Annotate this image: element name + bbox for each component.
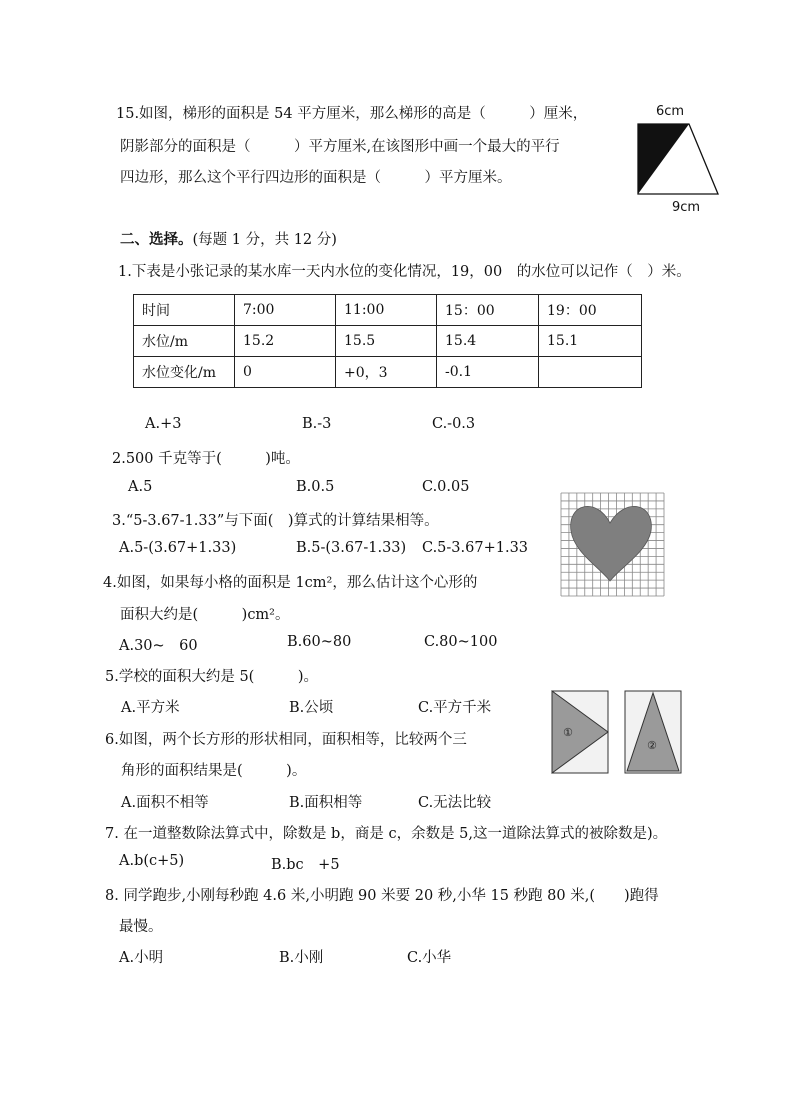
- q4-option-a: A.30~ 60: [119, 638, 198, 654]
- table-cell: -0.1: [437, 357, 539, 388]
- trapezoid-shaded-triangle: [638, 124, 689, 194]
- q3-option-c: C.5-3.67+1.33: [422, 540, 529, 556]
- table-cell: 15.2: [235, 326, 336, 357]
- table-cell: 15.1: [539, 326, 642, 357]
- q4-option-c: C.80~100: [424, 634, 498, 650]
- q1-text: 1.下表是小张记录的某水库一天内水位的变化情况，19，00 的水位可以记作（ ）米。: [118, 264, 691, 280]
- table-cell: [539, 357, 642, 388]
- table-cell: 水位变化/m: [134, 357, 235, 388]
- table-row: [134, 357, 642, 388]
- section-title: [120, 228, 337, 249]
- section-score-note: (每题 1 分，共 12 分): [192, 232, 337, 248]
- q6-option-c: C.无法比较: [418, 795, 492, 811]
- triangle-1-label: ①: [563, 726, 573, 739]
- q4-line-2: 面积大约是( )cm²。: [120, 607, 290, 623]
- triangle-2-label: ②: [647, 739, 657, 752]
- trapezoid-top-label: 6cm: [656, 104, 685, 119]
- trapezoid-figure: [632, 122, 722, 196]
- q5-option-b: B.公顷: [289, 700, 334, 716]
- q5-text: 5.学校的面积大约是 5( )。: [105, 669, 318, 685]
- q8-option-b: B.小刚: [279, 950, 324, 966]
- section-title-text: 二、选择。: [120, 231, 193, 248]
- q8-option-a: A.小明: [119, 950, 164, 966]
- q8-option-c: C.小华: [407, 950, 452, 966]
- table-cell: 19：00: [539, 295, 642, 326]
- table-cell: 7:00: [235, 295, 336, 326]
- table-cell: 11:00: [336, 295, 437, 326]
- table-cell: 水位/m: [134, 326, 235, 357]
- q5-option-c: C.平方千米: [418, 700, 492, 716]
- heart-shape: [571, 506, 652, 581]
- q2-option-b: B.0.5: [296, 479, 335, 495]
- q7-text: 7. 在一道整数除法算式中，除数是 b，商是 c，余数是 5,这一道除法算式的被除数是)。: [105, 826, 668, 842]
- q2-option-c: C.0.05: [422, 479, 470, 495]
- q4-option-b: B.60~80: [287, 634, 352, 650]
- q3-option-b: B.5-(3.67-1.33): [296, 540, 407, 556]
- q15-line-2: 阴影部分的面积是（ ）平方厘米,在该图形中画一个最大的平行: [120, 139, 560, 155]
- two-rectangles-figure: [550, 689, 684, 775]
- q15-line-1: 15.如图，梯形的面积是 54 平方厘米，那么梯形的高是（ ）厘米，: [116, 106, 588, 122]
- table-cell: +0，3: [336, 357, 437, 388]
- table-cell: 时间: [134, 295, 235, 326]
- q3-text: 3.“5-3.67-1.33”与下面( )算式的计算结果相等。: [112, 513, 439, 529]
- q2-text: 2.500 千克等于( )吨。: [112, 451, 300, 467]
- q2-option-a: A.5: [128, 479, 153, 495]
- q1-option-a: A.+3: [145, 416, 182, 432]
- water-level-table: [133, 294, 642, 388]
- q6-option-a: A.面积不相等: [121, 795, 209, 811]
- q6-line-2: 角形的面积结果是( )。: [121, 763, 307, 779]
- q6-line-1: 6.如图，两个长方形的形状相同，面积相等，比较两个三: [105, 732, 467, 748]
- table-cell: 15.4: [437, 326, 539, 357]
- table-row: [134, 295, 642, 326]
- q7-option-b: B.bc +5: [271, 857, 340, 873]
- table-cell: 15.5: [336, 326, 437, 357]
- trapezoid-bottom-label: 9cm: [672, 200, 701, 215]
- table-cell: 15：00: [437, 295, 539, 326]
- heart-grid-figure: [559, 491, 666, 597]
- q4-line-1: 4.如图，如果每小格的面积是 1cm²，那么估计这个心形的: [103, 575, 478, 591]
- q6-option-b: B.面积相等: [289, 795, 363, 811]
- q15-line-3: 四边形，那么这个平行四边形的面积是（ ）平方厘米。: [120, 170, 512, 186]
- table-cell: 0: [235, 357, 336, 388]
- table-row: [134, 326, 642, 357]
- q7-option-a: A.b(c+5): [119, 853, 185, 869]
- q1-option-c: C.-0.3: [432, 416, 476, 432]
- q1-option-b: B.-3: [302, 416, 332, 432]
- q8-line-2: 最慢。: [119, 919, 163, 935]
- q5-option-a: A.平方米: [121, 700, 180, 716]
- q8-line-1: 8. 同学跑步,小刚每秒跑 4.6 米,小明跑 90 米要 20 秒,小华 15 秒跑 80 米,( )跑得: [105, 888, 659, 904]
- q3-option-a: A.5-(3.67+1.33): [119, 540, 237, 556]
